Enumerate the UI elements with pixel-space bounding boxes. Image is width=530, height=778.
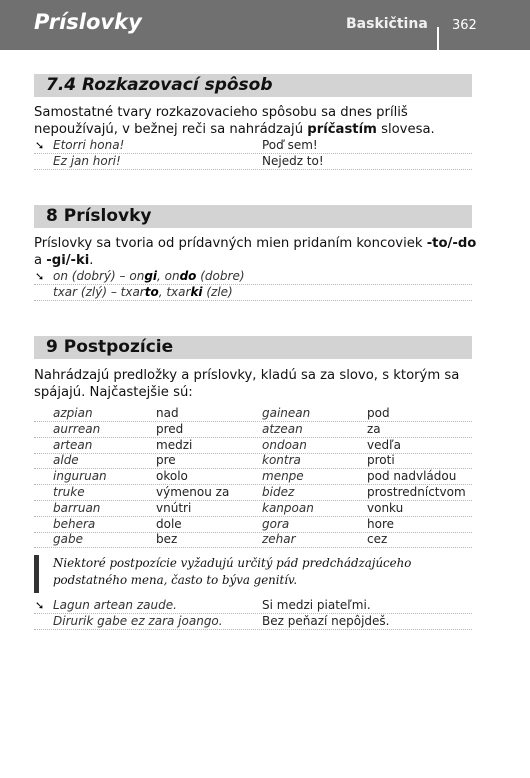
example-target: Bez peňazí nepôjdeš.	[262, 614, 390, 628]
basque-term: gora	[262, 516, 290, 531]
slovak-translation: pred	[156, 421, 184, 436]
vocab-row	[34, 469, 472, 485]
basque-term: azpian	[53, 406, 93, 420]
adverbs-suffix-1: -to/-do	[426, 236, 477, 251]
header-divider	[437, 27, 439, 50]
basque-term: bidez	[262, 485, 295, 499]
slovak-translation: pre	[156, 453, 176, 468]
grammar-note: Niektoré postpozície vyžadujú určitý pád predchádzajúceho podstatného mena, často to býva genitív.	[34, 555, 472, 593]
slovak-translation: dole	[156, 516, 182, 531]
section-heading-adverbs: 8 Príslovky	[34, 205, 472, 228]
vocab-row	[34, 406, 472, 422]
slovak-translation: bez	[156, 532, 178, 547]
basque-term: truke	[53, 485, 85, 499]
slovak-translation: výmenou za	[156, 485, 230, 499]
vocab-row	[34, 438, 472, 454]
slovak-translation: prostredníctvom	[367, 485, 466, 499]
imperative-text-bold: príčastím	[307, 122, 377, 137]
section-heading-imperative: 7.4 Rozkazovací spôsob	[34, 74, 472, 97]
adverbs-text-2: a	[34, 253, 47, 268]
slovak-translation: pod	[367, 406, 390, 420]
example-source: Etorri hona!	[53, 138, 125, 152]
slovak-translation: vnútri	[156, 500, 192, 515]
basque-term: menpe	[262, 469, 304, 484]
basque-term: behera	[53, 516, 96, 531]
vocab-row	[34, 501, 472, 517]
example-row	[34, 154, 472, 170]
example-source: Ez jan hori!	[53, 154, 121, 168]
language-label: Baskičtina	[346, 16, 428, 32]
example-target: Poď sem!	[262, 138, 318, 152]
basque-term: kanpoan	[262, 500, 314, 515]
page-number: 362	[452, 18, 477, 33]
basque-term: gainean	[262, 406, 311, 420]
basque-term: inguruan	[53, 469, 107, 484]
slovak-translation: okolo	[156, 469, 188, 484]
basque-term: gabe	[53, 532, 83, 547]
slovak-translation: vedľa	[367, 437, 401, 452]
section-heading-postpositions: 9 Postpozície	[34, 336, 472, 359]
example-row	[34, 614, 472, 630]
imperative-text-2: slovesa.	[376, 122, 435, 137]
arrow-down-right-icon: ➘	[35, 599, 45, 612]
adverbs-text-1: Príslovky sa tvoria od prídavných mien pridaním koncoviek	[34, 236, 427, 251]
basque-term: ondoan	[262, 437, 307, 452]
vocab-row	[34, 517, 472, 533]
adverbs-text-3: .	[89, 253, 94, 268]
example-source: on (dobrý) – ongi, ondo (dobre)	[53, 269, 245, 283]
basque-term: aurrean	[53, 421, 101, 436]
basque-term: barruan	[53, 500, 101, 515]
example-target: Si medzi piateľmi.	[262, 598, 371, 612]
example-source: Lagun artean zaude.	[53, 598, 177, 612]
basque-term: zehar	[262, 532, 296, 547]
example-source: Dirurik gabe ez zara joango.	[53, 614, 223, 628]
example-row	[34, 285, 472, 301]
slovak-translation: cez	[367, 532, 388, 547]
imperative-paragraph	[34, 104, 484, 138]
basque-term: artean	[53, 437, 93, 452]
example-row	[34, 598, 472, 614]
example-target: Nejedz to!	[262, 154, 324, 168]
basque-term: kontra	[262, 453, 301, 468]
basque-term: atzean	[262, 421, 303, 436]
arrow-down-right-icon: ➘	[35, 139, 45, 152]
slovak-translation: za	[367, 421, 381, 436]
page-header	[0, 0, 530, 50]
vocab-row	[34, 532, 472, 548]
slovak-translation: nad	[156, 406, 179, 420]
slovak-translation: hore	[367, 516, 394, 531]
vocab-row	[34, 453, 472, 469]
adverbs-paragraph	[34, 235, 484, 269]
imperative-text-1: Samostatné tvary rozkazovacieho spôsobu sa dnes príliš nepoužívajú, v bežnej reči sa nahrádzajú	[34, 105, 408, 137]
arrow-down-right-icon: ➘	[35, 270, 45, 283]
postpositions-paragraph: Nahrádzajú predložky a príslovky, kladú sa za slovo, s ktorým sa spájajú. Najčastejšie sú:	[34, 368, 460, 400]
vocab-row	[34, 422, 472, 438]
vocab-row	[34, 485, 472, 501]
example-source: txar (zlý) – txarto, txarki (zle)	[53, 285, 233, 299]
example-row	[34, 138, 472, 154]
slovak-translation: vonku	[367, 500, 404, 515]
chapter-title: Príslovky	[34, 10, 142, 34]
example-row	[34, 269, 472, 285]
adverbs-suffix-2: -gi/-ki	[46, 253, 90, 268]
basque-term: alde	[53, 453, 79, 468]
slovak-translation: pod nadvládou	[367, 469, 457, 484]
slovak-translation: medzi	[156, 437, 193, 452]
slovak-translation: proti	[367, 453, 395, 468]
